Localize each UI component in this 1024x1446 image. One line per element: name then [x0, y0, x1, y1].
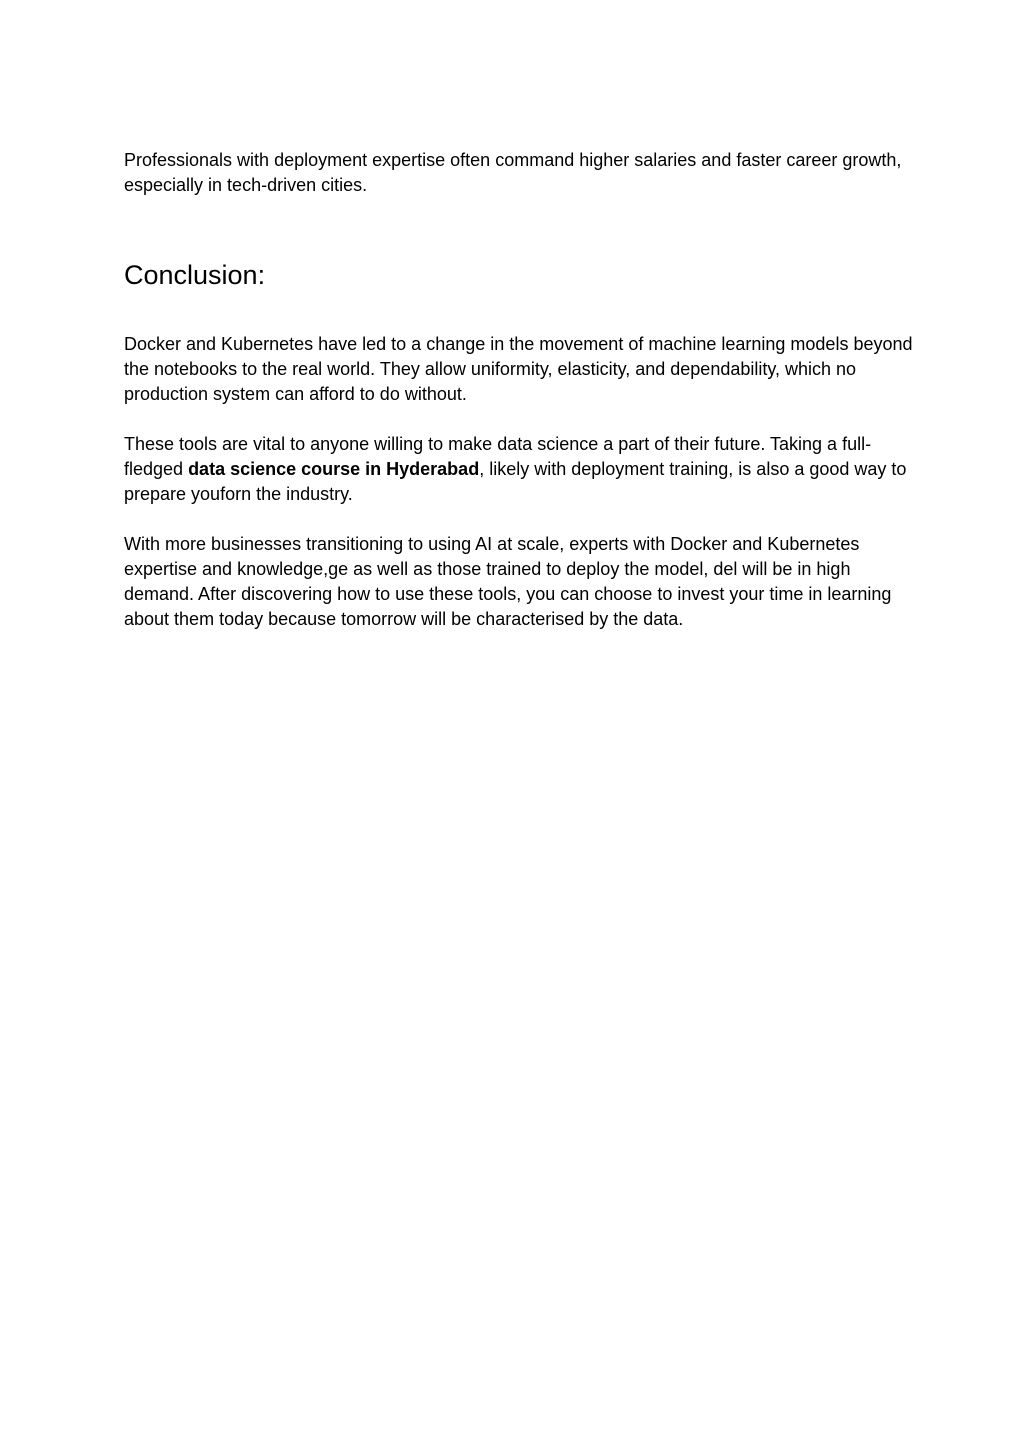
- paragraph-2-text-after: , likely with deployment training, is also a good way to prepare youforn the industry.: [124, 459, 907, 504]
- document-page: [124, 148, 914, 657]
- conclusion-paragraph-3: With more businesses transitioning to using AI at scale, experts with Docker and Kubernetes expertise and knowledge,ge as well as those trained to deploy the model, del will be in high demand. After discovering how to use these tools, you can choose to invest your time in learning about them today because tomorrow will be characterised by the data.: [124, 534, 892, 629]
- section-heading: Conclusion:: [124, 260, 266, 290]
- intro-paragraph: Professionals with deployment expertise often command higher salaries and faster career growth, especially in tech-driven cities.: [124, 150, 902, 195]
- course-keyword: data science course in Hyderabad: [188, 459, 480, 479]
- conclusion-paragraph-1: Docker and Kubernetes have led to a change in the movement of machine learning models beyond the notebooks to the real world. They allow uniformity, elasticity, and dependability, which no production system can afford to do without.: [124, 334, 913, 404]
- conclusion-paragraph-2: [124, 432, 914, 507]
- paragraph-2-text-before: These tools are vital to anyone willing to make data science a part of their future. Taking a full-fledged: [124, 434, 872, 479]
